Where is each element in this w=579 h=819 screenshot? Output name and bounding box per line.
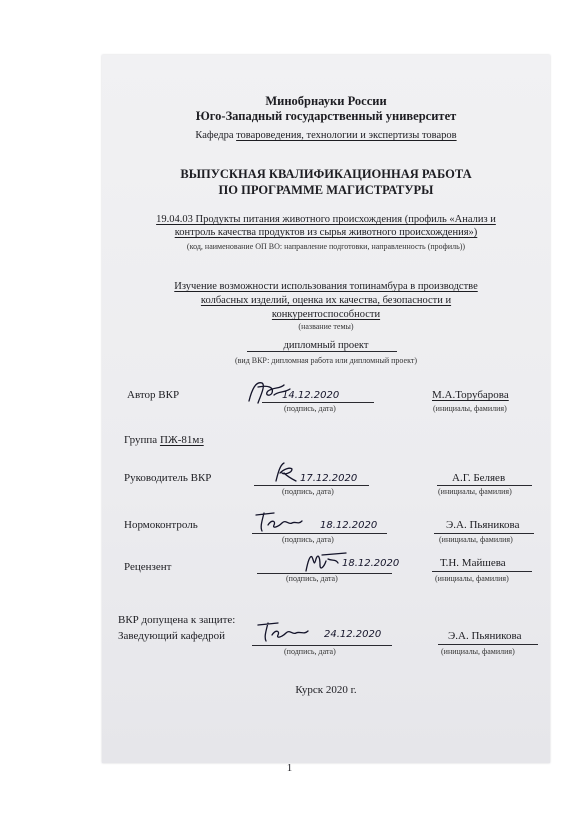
normcontrol-name-line [434,533,534,534]
document-title-line2: ПО ПРОГРАММЕ МАГИСТРАТУРЫ [218,183,434,197]
author-date: 14.12.2020 [282,390,340,401]
program-line1: 19.04.03 Продукты питания животного происхождения (профиль «Анализ и [156,214,496,225]
program-line2: контроль качества продуктов из сырья животного происхождения») [174,227,478,238]
admission-name: Э.А. Пьяникова [448,630,522,642]
admission-date: 24.12.2020 [324,629,382,640]
admission-line1: ВКР допущена к защите: [118,614,236,626]
supervisor-name-line [437,485,532,486]
admission-name-line [438,644,538,645]
group-label: Группа [124,434,158,446]
reviewer-name-line [432,571,532,572]
work-type-caption: (вид ВКР: дипломная работа или дипломный проект) [234,356,418,365]
topic-line3: конкурентоспособности [271,309,381,320]
normcontrol-signature [252,507,304,535]
admission-sign-caption: (подпись, дата) [284,647,336,656]
topic-line2: колбасных изделий, оценка их качества, безопасности и [200,295,452,306]
reviewer-name-caption: (инициалы, фамилия) [435,574,509,583]
supervisor-sign-line [254,485,369,486]
normcontrol-name: Э.А. Пьяникова [446,519,520,531]
group-line [124,435,204,446]
author-name: М.А.Торубарова [432,389,509,401]
topic-caption: (название темы) [298,322,354,331]
city-year: Курск 2020 г. [295,684,357,696]
normcontrol-name-caption: (инициалы, фамилия) [439,535,513,544]
document-title-line1: ВЫПУСКНАЯ КВАЛИФИКАЦИОННАЯ РАБОТА [180,167,472,181]
department-line [102,131,550,142]
supervisor-label: Руководитель ВКР [124,472,212,484]
department-name: товароведения, технологии и экспертизы товаров [236,130,457,141]
author-label: Автор ВКР [127,389,180,401]
author-name-caption: (инициалы, фамилия) [433,404,507,413]
admission-label: Заведующий кафедрой [118,630,225,642]
author-sign-caption: (подпись, дата) [284,404,336,413]
supervisor-signature [270,459,298,485]
admission-signature [254,617,312,645]
reviewer-sign-caption: (подпись, дата) [286,574,338,583]
supervisor-name: А.Г. Беляев [452,472,506,484]
admission-name-caption: (инициалы, фамилия) [441,647,515,656]
normcontrol-sign-caption: (подпись, дата) [282,535,334,544]
supervisor-date: 17.12.2020 [300,473,358,484]
document-photo [102,55,550,763]
university-name: Юго-Западный государственный университет [195,109,457,123]
supervisor-sign-caption: (подпись, дата) [282,487,334,496]
topic-line1: Изучение возможности использования топинамбура в производстве [174,281,478,292]
group-value: ПЖ-81мз [159,434,204,446]
work-type-value: дипломный проект [283,340,369,351]
page-number: 1 [286,762,293,774]
program-caption: (код, наименование ОП ВО: направление подготовки, направленность (профиль)) [186,242,466,251]
reviewer-date: 18.12.2020 [342,558,400,569]
reviewer-name: Т.Н. Майшева [440,557,506,569]
ministry-name: Минобрнауки России [265,94,387,108]
department-prefix: Кафедра [195,130,234,141]
normcontrol-label: Нормоконтроль [124,519,198,531]
normcontrol-date: 18.12.2020 [320,520,378,531]
supervisor-name-caption: (инициалы, фамилия) [438,487,512,496]
normcontrol-sign-line [252,533,387,534]
author-sign-line [262,402,374,403]
admission-sign-line [252,645,392,646]
reviewer-label: Рецензент [124,561,172,573]
